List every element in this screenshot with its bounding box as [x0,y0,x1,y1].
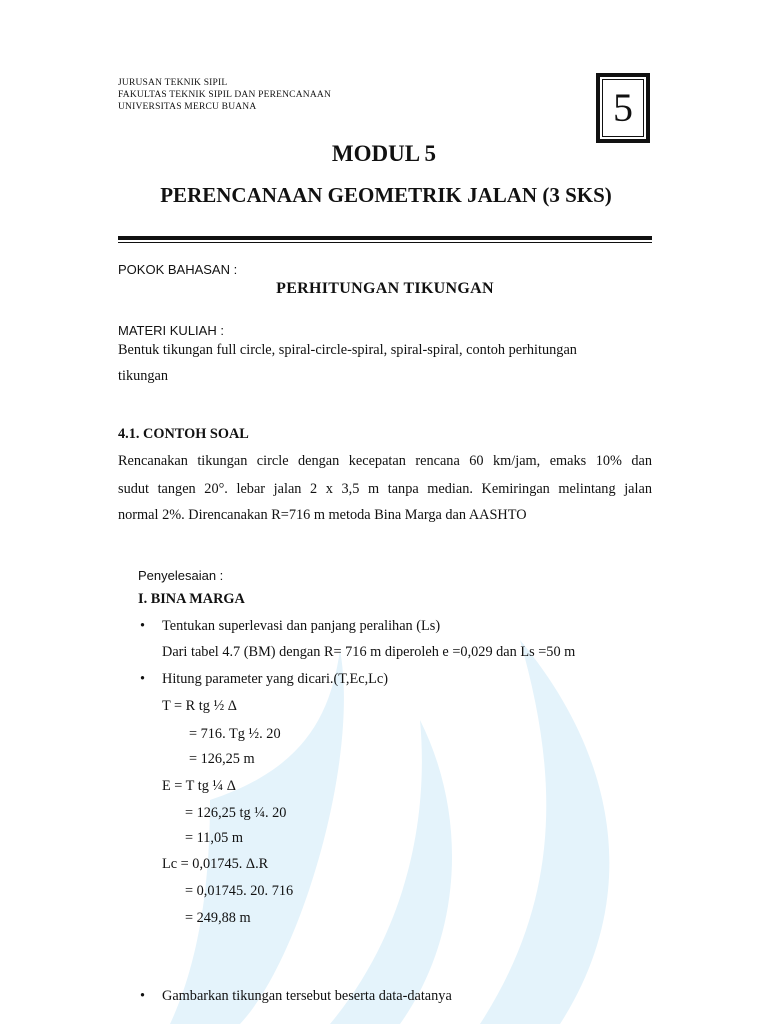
bullet-superelevation [140,618,441,635]
module-title: MODUL 5 [331,141,437,166]
pokok-bahasan-topic: PERHITUNGAN TIKUNGAN [276,280,494,297]
calc-e-formula: E = T tg ¼ Δ [162,778,236,794]
module-number-box [596,73,650,143]
divider-thin [118,242,652,243]
materi-kuliah-label: MATERI KULIAH : [118,323,224,338]
calc-lc-result: = 249,88 m [185,910,251,926]
calc-t-result: = 126,25 m [189,751,255,767]
pokok-bahasan-label: POKOK BAHASAN : [118,262,238,277]
calc-lc-formula: Lc = 0,01745. Δ.R [162,856,269,872]
problem-line-1: Rencanakan tikungan circle dengan kecepatan rencana 60 km/jam, emaks 10% dan [118,453,652,469]
course-title: PERENCANAAN GEOMETRIK JALAN (3 SKS) [160,183,612,207]
solution-label: Penyelesaian : [138,568,224,583]
calc-t-formula: T = R tg ½ Δ [162,698,237,714]
bullet-parameters [140,671,388,688]
calc-e-substitution: = 126,25 tg ¼. 20 [185,805,287,821]
bullet-text: Gambarkan tikungan tersebut beserta data-datanya [162,988,452,1004]
faculty-name: FAKULTAS TEKNIK SIPIL DAN PERENCANAAN [118,90,332,100]
bullet-marker: • [140,671,146,687]
calc-lc-substitution: = 0,01745. 20. 716 [185,883,294,899]
problem-line-2: sudut tangen 20°. lebar jalan 2 x 3,5 m tanpa median. Kemiringan melintang jalan [118,481,652,497]
university-name: UNIVERSITAS MERCU BUANA [118,102,257,112]
materi-kuliah-line-2: tikungan [118,368,169,384]
bullet-marker: • [140,618,146,634]
bullet-draw [140,988,452,1005]
bullet-text: Hitung parameter yang dicari.(T,Ec,Lc) [162,671,388,687]
materi-kuliah-line-1: Bentuk tikungan full circle, spiral-circle-spiral, spiral-spiral, contoh perhitungan [118,342,577,358]
institution-header [118,77,331,113]
module-number: 5 [602,79,644,137]
superelevation-detail: Dari tabel 4.7 (BM) dengan R= 716 m diperoleh e =0,029 dan Ls =50 m [162,644,576,660]
section-heading: 4.1. CONTOH SOAL [118,426,249,442]
bullet-marker: • [140,988,146,1004]
method-heading: I. BINA MARGA [138,591,245,607]
bullet-text: Tentukan superlevasi dan panjang peralihan (Ls) [162,618,441,634]
calc-e-result: = 11,05 m [185,830,243,846]
problem-line-3: normal 2%. Direncanakan R=716 m metoda Bina Marga dan AASHTO [118,507,527,523]
calc-t-substitution: = 716. Tg ½. 20 [189,726,281,742]
department-name: JURUSAN TEKNIK SIPIL [118,78,228,88]
divider-thick [118,236,652,240]
